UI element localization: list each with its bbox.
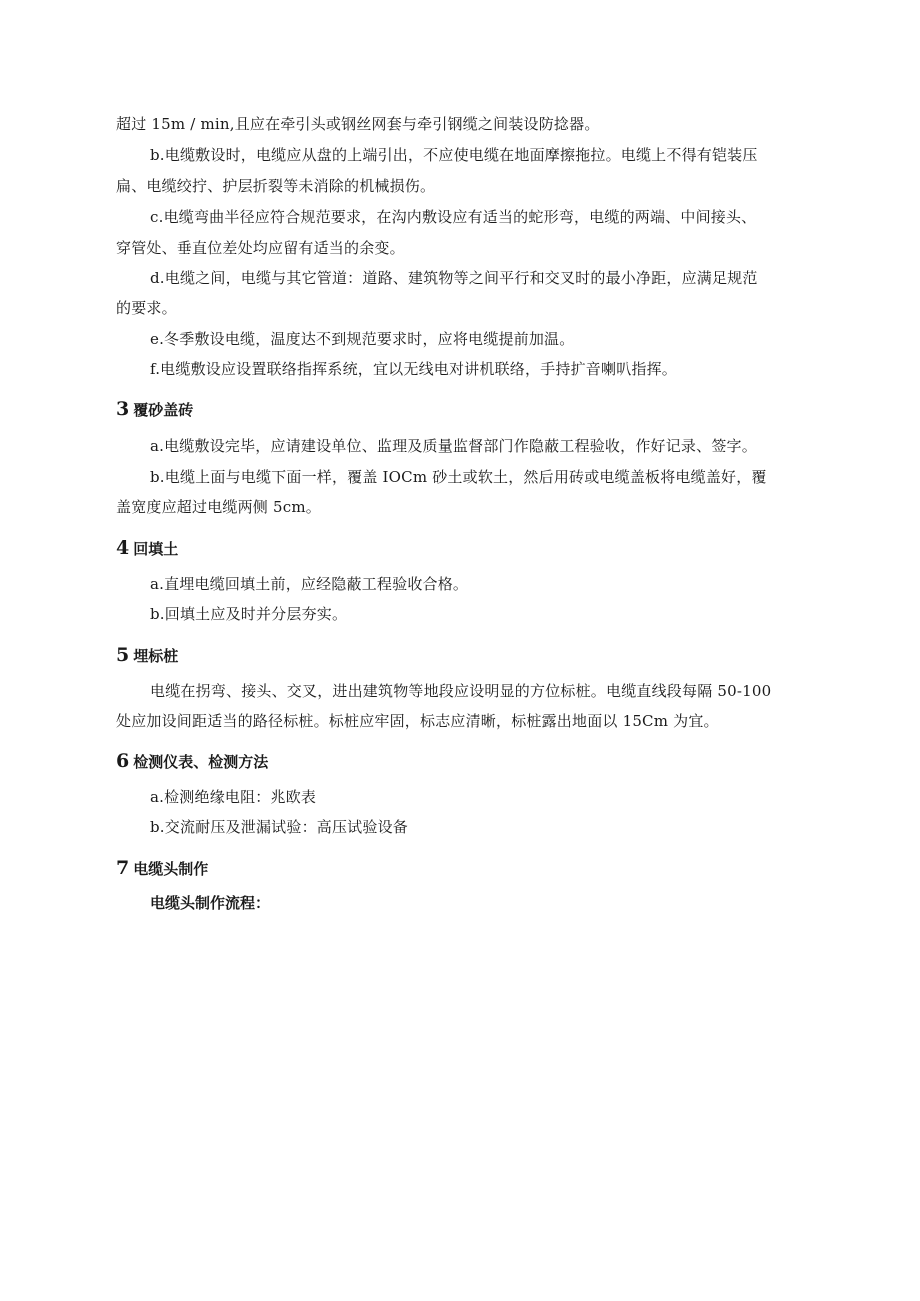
section-3-heading bbox=[116, 398, 193, 421]
section-3-number: 3 bbox=[116, 398, 130, 420]
section-7-title: 电缆头制作 bbox=[133, 860, 209, 878]
intro-item-c-line2: 穿管处、垂直位差处均应留有适当的余变。 bbox=[116, 239, 405, 257]
section-6-title: 检测仪表、检测方法 bbox=[133, 753, 269, 771]
section-4-heading bbox=[116, 537, 178, 560]
section-7-heading bbox=[116, 857, 208, 880]
section-5-title: 埋标桩 bbox=[133, 647, 179, 665]
intro-item-d-line1: d.电缆之间，电缆与其它管道：道路、建筑物等之间平行和交叉时的最小净距，应满足规范 bbox=[150, 269, 758, 287]
section-6-item-b: b.交流耐压及泄漏试验：高压试验设备 bbox=[150, 818, 408, 836]
section-3-title: 覆砂盖砖 bbox=[133, 401, 194, 419]
intro-continuation-line: 超过 15m / min,且应在牵引头或钢丝网套与牵引钢缆之间装设防捻器。 bbox=[116, 115, 600, 133]
section-5-para-line1: 电缆在拐弯、接头、交叉，进出建筑物等地段应设明显的方位标桩。电缆直线段每隔 50-100 bbox=[150, 682, 772, 700]
intro-item-f: f.电缆敷设应设置联络指挥系统，宜以无线电对讲机联络，手持扩音喇叭指挥。 bbox=[150, 360, 677, 378]
intro-item-d-line2: 的要求。 bbox=[116, 299, 177, 317]
section-5-number: 5 bbox=[116, 644, 130, 666]
intro-item-b-line2: 扁、电缆绞拧、护层折裂等未消除的机械损伤。 bbox=[116, 177, 436, 195]
section-4-item-a: a.直埋电缆回填土前，应经隐蔽工程验收合格。 bbox=[150, 575, 469, 593]
intro-item-c-line1: c.电缆弯曲半径应符合规范要求，在沟内敷设应有适当的蛇形弯，电缆的两端、中间接头、 bbox=[150, 208, 757, 226]
section-4-title: 回填土 bbox=[133, 540, 179, 558]
section-6-item-a: a.检测绝缘电阻：兆欧表 bbox=[150, 788, 317, 806]
section-4-number: 4 bbox=[116, 537, 130, 559]
intro-item-b-line1: b.电缆敷设时，电缆应从盘的上端引出，不应使电缆在地面摩擦拖拉。电缆上不得有铠装压 bbox=[150, 146, 758, 164]
section-6-heading bbox=[116, 750, 268, 773]
section-5-heading bbox=[116, 644, 178, 667]
section-7-subtitle: 电缆头制作流程： bbox=[150, 894, 271, 912]
section-7-number: 7 bbox=[116, 857, 130, 879]
section-6-number: 6 bbox=[116, 750, 130, 772]
intro-item-e: e.冬季敷设电缆，温度达不到规范要求时，应将电缆提前加温。 bbox=[150, 330, 575, 348]
section-3-item-b-line2: 盖宽度应超过电缆两侧 5cm。 bbox=[116, 498, 321, 516]
section-5-para-line2: 处应加设间距适当的路径标桩。标桩应牢固，标志应清晰，标桩露出地面以 15Cm 为宜。 bbox=[116, 712, 719, 730]
section-4-item-b: b.回填土应及时并分层夯实。 bbox=[150, 605, 348, 623]
section-3-item-a: a.电缆敷设完毕，应请建设单位、监理及质量监督部门作隐蔽工程验收，作好记录、签字。 bbox=[150, 437, 757, 455]
section-3-item-b-line1: b.电缆上面与电缆下面一样，覆盖 IOCm 砂土或软土，然后用砖或电缆盖板将电缆盖好，覆 bbox=[150, 468, 767, 486]
